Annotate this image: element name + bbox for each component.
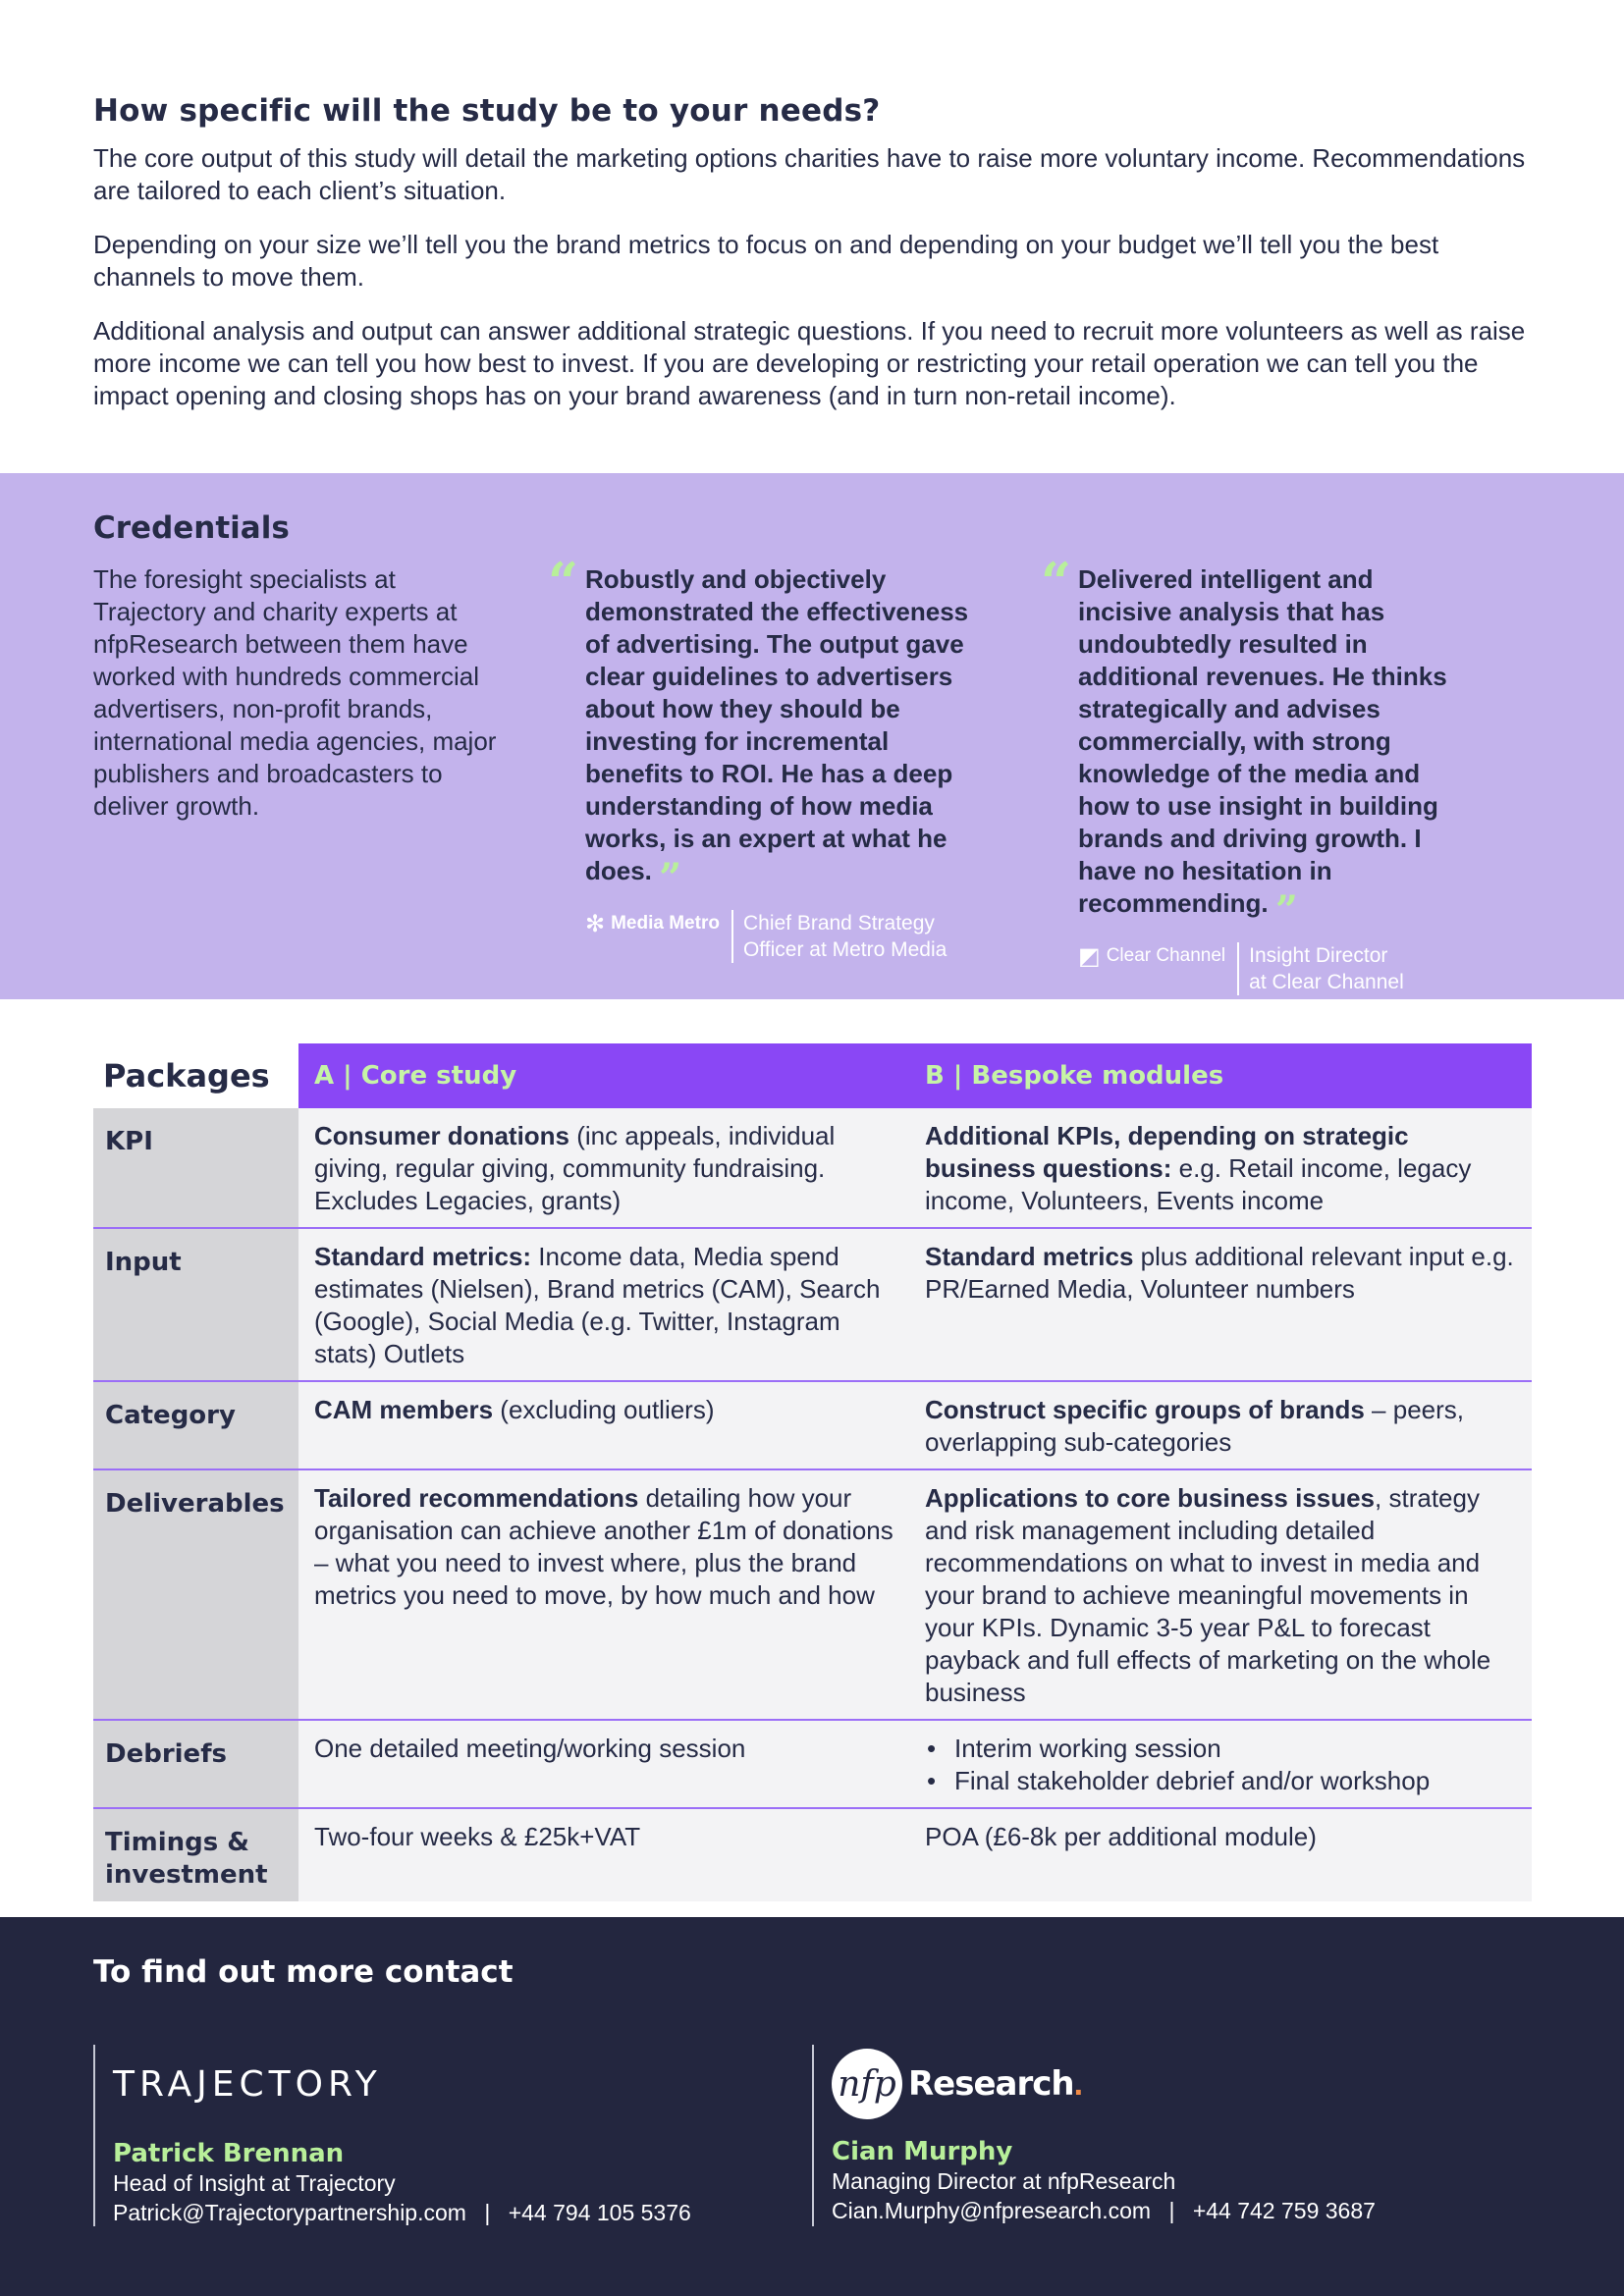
cell-bold: Additional KPIs, depending on strategic business questions:: [925, 1121, 1409, 1183]
contact-email-link[interactable]: Cian.Murphy@nfpresearch.com: [832, 2198, 1152, 2223]
intro-section: [93, 93, 1537, 434]
row-label: Input: [93, 1228, 298, 1381]
contact-card-trajectory: [93, 2045, 800, 2226]
cell-core: [298, 1108, 909, 1228]
packages-table: [93, 1043, 1532, 1901]
cell-text: detailing how your organisation can achieve another £1m of donations – what you need to invest where, plus the brand metrics you need to move, by how much and how: [314, 1483, 893, 1610]
nfpresearch-logo: [832, 2045, 1558, 2123]
testimonial-attribution: [1078, 942, 1473, 995]
cell-bold: Tailored recommendations: [314, 1483, 639, 1513]
row-label: Deliverables: [93, 1469, 298, 1720]
role-line-2: at Clear Channel: [1249, 971, 1404, 993]
separator: |: [1168, 2198, 1175, 2223]
row-label: [93, 1808, 298, 1901]
intro-heading: How specific will the study be to your needs?: [93, 93, 881, 129]
close-quote-icon: ”: [1274, 887, 1298, 934]
cell-bold: Applications to core business issues: [925, 1483, 1376, 1513]
cell-text: e.g. Retail income, legacy income, Volunteers, Events income: [925, 1153, 1472, 1215]
role-line-1: Insight Director: [1249, 944, 1388, 967]
table-row-deliverables: [93, 1469, 1532, 1720]
testimonial-text: [585, 563, 980, 901]
cell-bold: Construct specific groups of brands: [925, 1395, 1365, 1424]
cell-bold: CAM members: [314, 1395, 494, 1424]
logo-dot: .: [1073, 2064, 1084, 2103]
testimonial-role: [1237, 942, 1404, 995]
cell-bold: Standard metrics: [925, 1242, 1134, 1271]
cell-core: [298, 1469, 909, 1720]
cell-bespoke: [909, 1108, 1532, 1228]
cell-bold: Consumer donations: [314, 1121, 570, 1150]
contact-phone[interactable]: +44 794 105 5376: [508, 2200, 691, 2225]
research-wordmark: Research: [908, 2064, 1074, 2104]
cell-text: plus additional relevant input e.g. PR/Earned Media, Volunteer numbers: [925, 1242, 1514, 1304]
credentials-text: The foresight specialists at Trajectory and charity experts at nfpResearch between them have worked with hundreds commercial advertisers, non-profit brands, international media agencies, major publishers and broadcasters to deliver growth.: [93, 564, 497, 821]
table-row-kpi: [93, 1108, 1532, 1228]
list-item: • Interim working session: [925, 1733, 1518, 1765]
testimonial-text-content: Delivered intelligent and incisive analysis that has undoubtedly resulted in additional revenues. He thinks strategically and advises commercially, with strong knowledge of the media and how to use insight in building brands and driving growth. I have no hesitation in recommending.: [1078, 564, 1447, 918]
trajectory-logo: TRAJECTORY: [113, 2064, 382, 2105]
contact-name: Patrick Brennan: [113, 2139, 345, 2168]
intro-paragraph-1: The core output of this study will detail the marketing options charities have to raise more voluntary income. Recommendations are tailored to each client’s situation.: [93, 143, 1526, 205]
testimonial-attribution: [585, 910, 980, 963]
testimonial-text: [1078, 563, 1473, 934]
table-row-category: [93, 1381, 1532, 1469]
column-header-core-study: A | Core study: [298, 1043, 909, 1108]
contact-details: [832, 2196, 1558, 2225]
cell-text: (excluding outliers): [493, 1395, 715, 1424]
contact-name: Cian Murphy: [832, 2137, 1013, 2166]
cell-text: (inc appeals, individual giving, regular giving, community fundraising. Excludes Legacies, grants): [314, 1121, 836, 1215]
table-row-input: [93, 1228, 1532, 1381]
cell-bespoke: [909, 1381, 1532, 1469]
contact-heading: To find out more contact: [93, 1954, 514, 1990]
cell-core: Two-four weeks & £25k+VAT: [298, 1808, 909, 1901]
credentials-heading: Credentials: [93, 510, 290, 546]
cell-bespoke: [909, 1228, 1532, 1381]
column-header-bespoke-modules: B | Bespoke modules: [909, 1043, 1532, 1108]
testimonial-text-content: Robustly and objectively demonstrated the effectiveness of advertising. The output gave clear guidelines to advertisers about how they should be investing for incremental benefits to ROI. He has a deep understanding of how media works, is an expert at what he does.: [585, 564, 969, 885]
media-metro-logo-text: Media Metro: [611, 913, 720, 934]
contact-title: Managing Director at nfpResearch: [832, 2168, 1176, 2194]
cell-bespoke: [909, 1469, 1532, 1720]
contact-details: [113, 2198, 800, 2227]
cell-bespoke: [909, 1720, 1532, 1808]
row-label: Debriefs: [93, 1720, 298, 1808]
packages-title: Packages: [93, 1043, 298, 1108]
testimonial-metro: [548, 551, 980, 963]
media-metro-logo: [585, 910, 731, 937]
cell-core: [298, 1381, 909, 1469]
credentials-section: [0, 473, 1624, 999]
role-line-2: Officer at Metro Media: [742, 938, 947, 961]
intro-paragraph-2: Depending on your size we’ll tell you the brand metrics to focus on and depending on your budget we’ll tell you the best channels to move them.: [93, 230, 1439, 292]
cell-bold: Standard metrics:: [314, 1242, 532, 1271]
table-row-timings: [93, 1808, 1532, 1901]
cell-text: Income data, Media spend estimates (Nielsen), Brand metrics (CAM), Search (Google), Social Media (e.g. Twitter, Instagram stats) Outlets: [314, 1242, 881, 1368]
close-quote-icon: ”: [659, 855, 682, 901]
table-header-row: [93, 1043, 1532, 1108]
list-item: • Final stakeholder debrief and/or workshop: [925, 1765, 1518, 1797]
contact-email-link[interactable]: Patrick@Trajectorypartnership.com: [113, 2200, 466, 2225]
metro-mark-icon: ✻: [585, 910, 606, 937]
clear-channel-mark-icon: ◩: [1078, 942, 1101, 970]
separator: |: [484, 2200, 491, 2225]
intro-paragraph-3: Additional analysis and output can answer additional strategic questions. If you need to recruit more volunteers as well as raise more income we can tell you how best to invest. If you are developing or restricting your retail operation we can tell you the impact opening and closing shops has on your brand awareness (and in turn non-retail income).: [93, 316, 1526, 410]
open-quote-icon: “: [1041, 551, 1072, 614]
open-quote-icon: “: [548, 551, 579, 614]
row-label-line-2: investment: [105, 1860, 268, 1890]
debrief-list: [925, 1733, 1518, 1797]
contact-title: Head of Insight at Trajectory: [113, 2170, 396, 2196]
row-label: KPI: [93, 1108, 298, 1228]
table-row-debriefs: [93, 1720, 1532, 1808]
row-label-line-1: Timings &: [105, 1828, 249, 1857]
clear-channel-logo: [1078, 942, 1237, 970]
cell-core: [298, 1228, 909, 1381]
contact-card-nfpresearch: [812, 2045, 1558, 2226]
clear-channel-logo-text: Clear Channel: [1106, 945, 1226, 966]
nfp-circle-logo: nfp: [832, 2049, 902, 2119]
role-line-1: Chief Brand Strategy: [742, 912, 935, 934]
cell-text: , strategy and risk management including detailed recommendations on what to invest in media and your brand to achieve meaningful movements in your KPIs. Dynamic 3-5 year P&L to forecast payback and full effects of marketing on the whole business: [925, 1483, 1491, 1707]
cell-core: One detailed meeting/working session: [298, 1720, 909, 1808]
row-label: Category: [93, 1381, 298, 1469]
testimonial-role: [731, 910, 947, 963]
cell-bespoke: POA (£6-8k per additional module): [909, 1808, 1532, 1901]
testimonial-clear-channel: [1041, 551, 1473, 995]
cell-text: – peers, overlapping sub-categories: [925, 1395, 1464, 1457]
contact-phone[interactable]: +44 742 759 3687: [1192, 2198, 1376, 2223]
contact-section: [0, 1917, 1624, 2296]
